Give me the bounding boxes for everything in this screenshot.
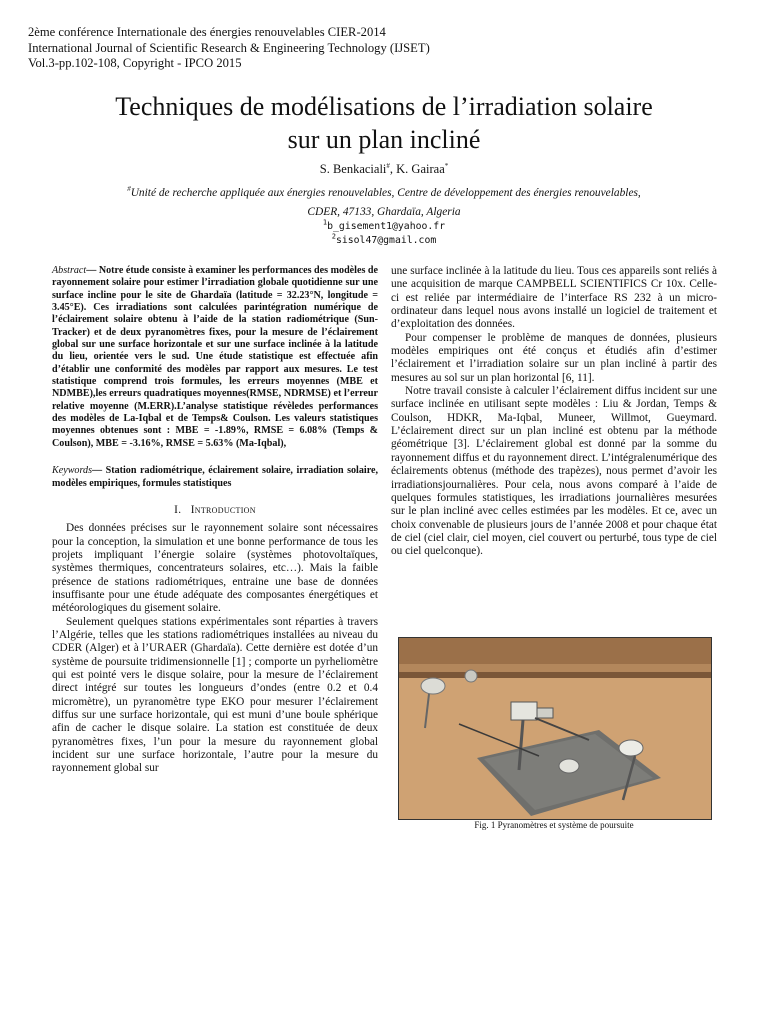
abstract-text: — Notre étude consiste à examiner les performances des modèles de rayonnement solaire pour estimer l’irradiation globale quotidienne sur une surface incline pour le site de Ghardaïa (latitude = 32.23°N, longitude = 3.45°E). Ces irradiations sont calculées parintégration numérique de l’éclairement solaire obtenu à l’aide de la station radiométrique (Sun-Tracker) et de deux pyranomètres fixes, pour la mesure de l’éclairement global sur une surface horizontale et sur une surface inclinée à la latitude du lieu, orientée vers le sud. Une étude statistique est effectuée afin d’établir une conformité des modèles par rapport aux mesures. Le test statistique comprend trois formules, les erreurs moyennes (MBE et NDMBE),les erreurs quadratiques moyennes(RMSE, NDRMSE) et l’erreur relative moyenne (M.ERR).L’analyse statistique révèledes performances des modèles de La-Iqbal et de Temps& Coulson. Les valeurs statistiques moyennes obtenues sont : MBE = -1.89%, RMSE = 6.08% (Temps & Coulson), MBE = -3.16%, RMSE = 5.63% (Ma-Iqbal),: [52, 265, 378, 449]
header-line-conference: 2ème conférence Internationale des énergies renouvelables CIER-2014: [28, 25, 386, 39]
abstract-label: Abstract: [52, 265, 87, 276]
email-address: sisol47@gmail.com: [335, 235, 437, 246]
figure-caption: Fig. 1 Pyranomètres et système de poursuite: [474, 820, 634, 830]
paragraph: une surface inclinée à la latitude du lieu. Tous ces appareils sont reliés à une acquisition de marque CAMPBELL SCIENTIFICS Cr 10x. Celle-ci est reliée par intermédiaire de l’interface RS 232 à un micro-ordinateur dans lequel nous avons installé un logiciel de traitement et d’exploitation des données.: [391, 265, 717, 331]
title-line-2: sur un plan incliné: [287, 125, 481, 154]
affiliation-mark: #: [127, 185, 131, 194]
author-mark: #: [386, 161, 390, 170]
title-line-1: Techniques de modélisations de l’irradiation solaire: [115, 92, 653, 121]
email-line: [0, 220, 768, 234]
author-name: S. Benkaciali: [319, 162, 387, 176]
abstract: [52, 265, 378, 450]
keywords-label: Keywords: [52, 465, 93, 477]
journal-header: [28, 25, 430, 72]
paragraph: Des données précises sur le rayonnement solaire sont nécessaires pour la conception, la simulation et une bonne performance de tous les projets impliquant l’énergie solaire (systèmes photovoltaïques, systèmes thermiques, concentrateurs solaires, etc…). Mais la faible présence de stations radiométriques, entraine une base de données insuffisante pour une étude adéquate des composantes énergétiques et météorologiques du gisement solaire.: [52, 522, 378, 615]
email-address: b_gisement1@yahoo.fr: [327, 221, 446, 232]
paragraph: Notre travail consiste à calculer l’éclairement diffus incident sur une surface inclinée en utilisant septe modèles : Liu & Jordan, Temps & Coulson, HDKR, Ma-Iqbal, Muneer, Willmot, Gueymard. L’éclairement direct sur un plan incliné est obtenu par la méthode géométrique [3]. L’éclairement global est donné par la somme du rayonnement diffus et du rayonnement direct. L’intégralenumérique des éclairements obtenus (méthode des trapèzes), nous permet d’avoir les irradiationsjournalières. Pour cela, nous avons comparé à l’aide de quelques formules statistiques, les irradiations journalières mesurées sur le plan incliné avec celles estimées par les modèles. Et ce, avec un choix convenable de plusieurs jours de l’année 2008 et pour chaque état de ciel (ciel clair, ciel moyen, ciel couvert ou perturbé, tous type de ciel ou ciel quelconque).: [391, 385, 717, 558]
paragraph: Seulement quelques stations expérimentales sont réparties à travers l’Algérie, telles que les stations radiométriques installées au niveau du CDER (Alger) et à l’URAER (Ghardaïa). Cette dernière est dotée d’un système de poursuite tridimensionnelle [1] ; comporte un pyrheliomètre qui est pointé vers le disque solaire, pour la mesure de l’éclairement direct intégré sur toutes les longueurs d’ondes (entre 0.2 et 0.4 micromètre), un pyranomètre type EKO pour mesurer l’éclairement diffus sur une surface horizontale, qui est muni d’une boule sphérique afin de cacher le disque solaire. La station est constituée de deux pyranomètres fixes, l’un pour la mesure du rayonnement global incident sur une surface horizontale, l’autre pour la mesure du rayonnement global sur: [52, 615, 378, 775]
pyranometer-photo-illustration: [399, 638, 711, 819]
figure-photo: [398, 637, 712, 820]
email-mark: 1: [322, 218, 328, 227]
affiliation: [0, 184, 768, 222]
section-number: I.: [174, 504, 182, 517]
email-block: [0, 220, 768, 248]
author-list: [0, 162, 768, 177]
keywords: [52, 464, 378, 490]
header-line-journal: International Journal of Scientific Research & Engineering Technology (IJSET): [28, 40, 430, 55]
affiliation-text: Unité de recherche appliquée aux énergies renouvelables, Centre de développement des énergies renouvelables,: [130, 187, 641, 199]
section-heading: [52, 504, 378, 516]
affiliation-line-1: [0, 184, 768, 203]
right-column: [391, 265, 717, 559]
left-column: [52, 265, 378, 776]
email-line: [0, 234, 768, 248]
paper-title: [0, 90, 768, 156]
section-title: Introduction: [190, 504, 256, 517]
author-separator: ,: [389, 162, 397, 176]
paragraph: Pour compenser le problème de manques de données, plusieurs modèles empiriques ont été conçus et étudiés afin d’estimer l’éclairement et l’irradiation solaire sur un plan incliné à partir des mesures au sol sur un plan horizontal [6, 11].: [391, 331, 717, 384]
author-mark: *: [444, 161, 449, 170]
keywords-text: — Station radiométrique, éclairement solaire, irradiation solaire, modèles empiriques, formules statistiques: [52, 465, 378, 490]
email-mark: 2: [331, 232, 336, 241]
affiliation-line-2: CDER, 47133, Ghardaïa, Algeria: [307, 206, 461, 218]
author-name: K. Gairaa: [396, 162, 445, 176]
header-line-volume: Vol.3-pp.102-108, Copyright - IPCO 2015: [28, 56, 242, 70]
